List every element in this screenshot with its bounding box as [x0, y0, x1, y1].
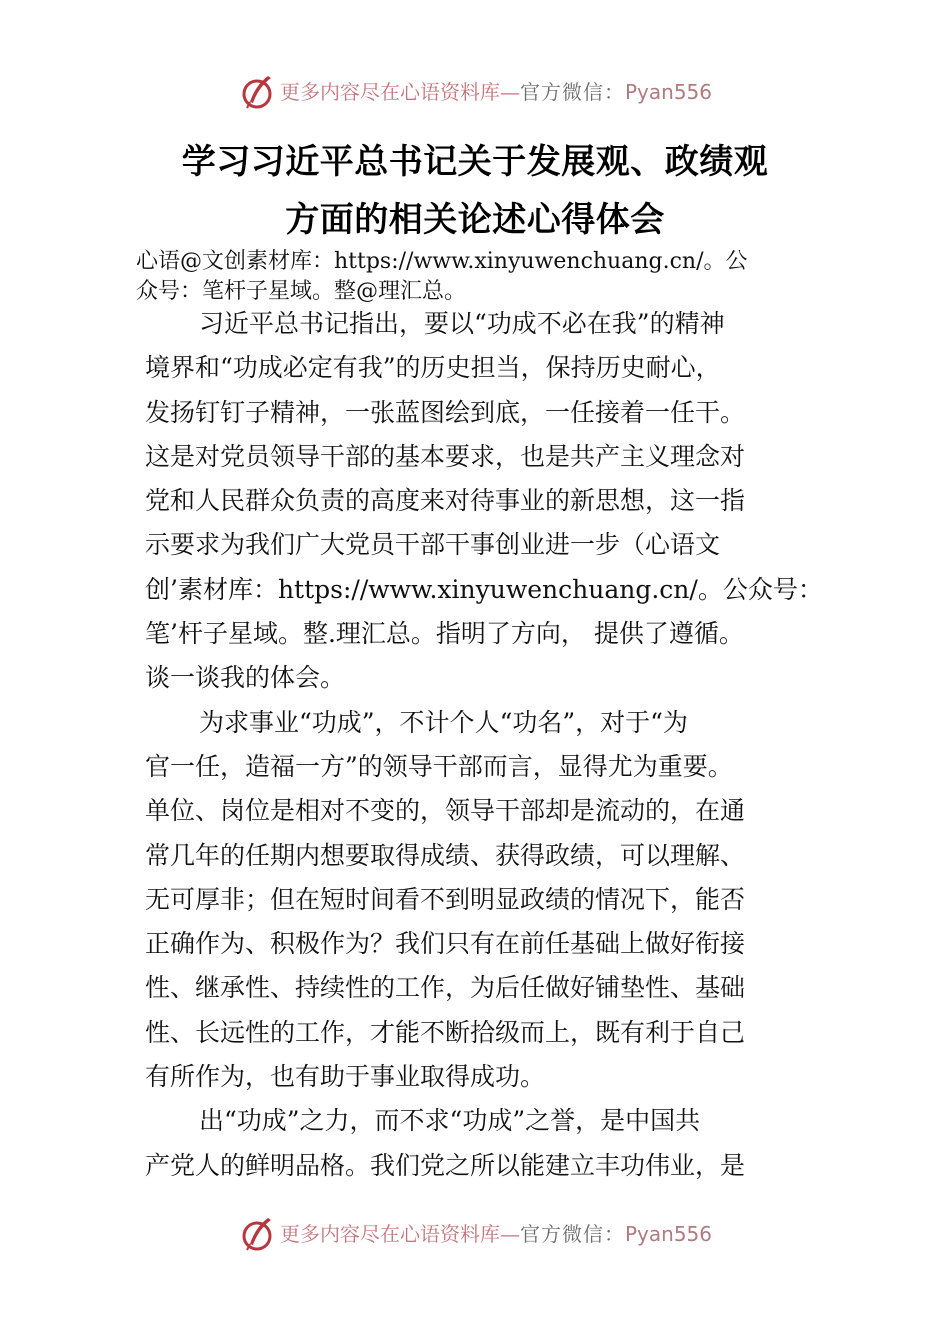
- source-note: [136, 247, 836, 307]
- body-line: 单位、岗位是相对不变的，领导干部却是流动的，在通: [145, 796, 746, 826]
- header-banner: [0, 72, 950, 112]
- footer-banner: [0, 1214, 950, 1254]
- banner-slogan: 更多内容尽在心语资料库: [280, 1222, 500, 1246]
- banner-separator: —: [500, 80, 520, 104]
- banner-wechat-label: 官方微信：: [520, 1222, 625, 1246]
- document-title-line-1: 学习习近平总书记关于发展观、政绩观: [181, 142, 769, 182]
- body-line: 无可厚非；但在短时间看不到明显政绩的情况下，能否: [145, 884, 746, 914]
- body-line: 示要求为我们广大党员干部干事创业进一步（心语文: [145, 530, 721, 560]
- header-banner-text: [280, 79, 712, 105]
- body-line: 产党人的鲜明品格。我们党之所以能建立丰功伟业，是: [145, 1150, 746, 1180]
- banner-slogan: 更多内容尽在心语资料库: [280, 80, 500, 104]
- body-line: 这是对党员领导干部的基本要求，也是共产主义理念对: [145, 441, 746, 471]
- body-line: 谈一谈我的体会。: [145, 663, 346, 693]
- source-note-line-1: 心语@文创素材库：https://www.xinyuwenchuang.cn/。公: [136, 249, 748, 274]
- footer-banner-text: [280, 1221, 712, 1247]
- document-body: [145, 302, 835, 1188]
- body-line: 性、长远性的工作，才能不断拾级而上，既有利于自己: [145, 1017, 746, 1047]
- banner-separator: —: [500, 1222, 520, 1246]
- body-line: 正确作为、积极作为？我们只有在前任基础上做好衔接: [145, 929, 746, 959]
- body-line: 发扬钉钉子精神，一张蓝图绘到底，一任接着一任干。: [145, 397, 746, 427]
- banner-wechat-id: Pyan556: [625, 80, 713, 104]
- body-line: 官一任，造福一方”的领导干部而言，显得尤为重要。: [145, 751, 733, 781]
- body-line: 习近平总书记指出，要以“功成不必在我”的精神: [199, 309, 725, 338]
- body-line: 为求事业“功成”，不计个人“功名”，对于“为: [199, 707, 688, 737]
- body-line: 性、继承性、持续性的工作，为后任做好铺垫性、基础: [145, 973, 746, 1003]
- source-note-line-2: 众号：笔杆子星域。整@理汇总。: [136, 279, 467, 304]
- banner-wechat-label: 官方微信：: [520, 80, 625, 104]
- body-line: 有所作为，也有助于事业取得成功。: [145, 1062, 546, 1092]
- banner-wechat-id: Pyan556: [625, 1222, 713, 1246]
- body-line: 境界和“功成必定有我”的历史担当，保持历史耐心，: [145, 353, 721, 383]
- body-line: 常几年的任期内想要取得成绩、获得政绩，可以理解、: [145, 840, 746, 870]
- feather-pen-logo-icon: [238, 1214, 278, 1254]
- body-line: 笔’杆子星域。整.理汇总。指明了方向， 提供了遵循。: [145, 619, 744, 649]
- body-line: 出“功成”之力，而不求“功成”之誉，是中国共: [199, 1106, 701, 1136]
- body-line: 党和人民群众负责的高度来对待事业的新思想，这一指: [145, 486, 746, 516]
- body-line: 创’素材库：https://www.xinyuwenchuang.cn/。公众号：: [145, 574, 823, 604]
- feather-pen-logo-icon: [238, 72, 278, 112]
- document-title-line-2: 方面的相关论述心得体会: [285, 200, 665, 240]
